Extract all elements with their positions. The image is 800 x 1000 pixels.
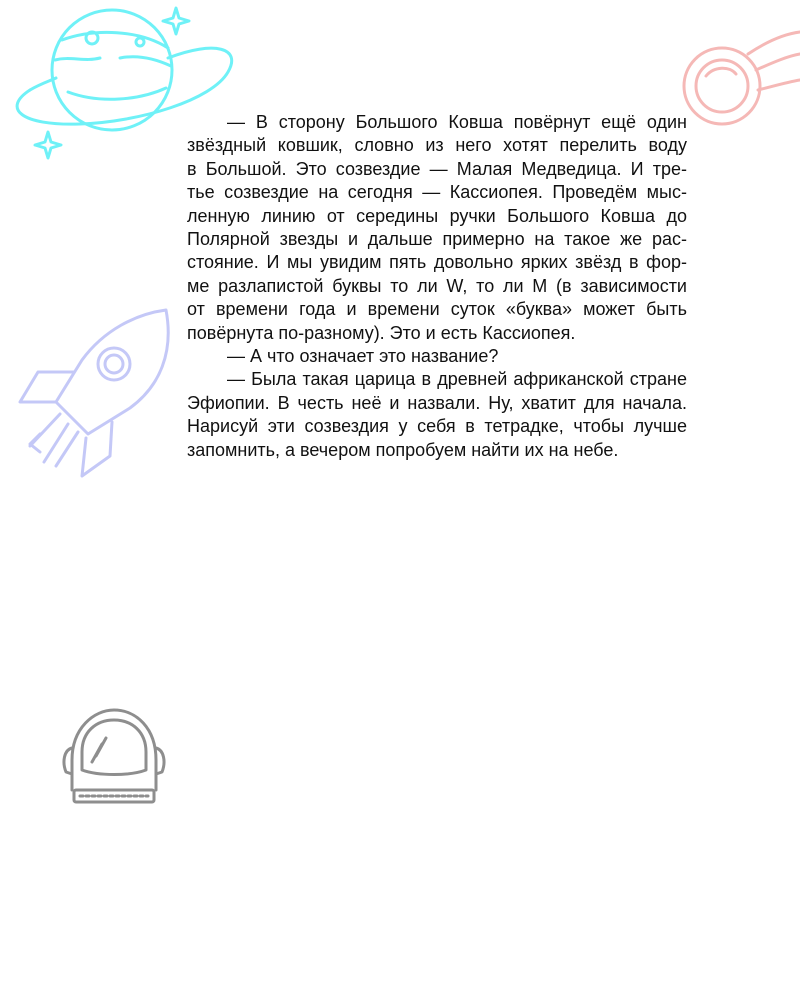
text-line: Полярной звезды и дальше примерно на такое же рас- [187,229,687,250]
astronaut-helmet-icon [56,700,172,816]
text-line: — Была такая царица в древней африканской стране [227,369,687,390]
story-text [187,111,687,462]
paragraph [187,368,687,462]
text-line: стояние. И мы увидим пять довольно ярких звёзд в фор- [187,252,687,273]
comet-icon [676,24,800,134]
text-line: от времени года и времени суток «буква» может быть [187,299,687,320]
text-line: Нарисуй эти созвездия у себя в тетрадке, чтобы лучше [187,416,687,437]
text-line: Эфиопии. В честь неё и назвали. Ну, хватит для начала. [187,392,687,413]
text-line: — А что означает это название? [227,346,499,367]
paragraph [187,345,687,368]
text-line: тье созвездие на сегодня — Кассиопея. Проведём мыс- [187,182,687,203]
text-line: в Большой. Это созвездие — Малая Медведица. И тре- [187,158,687,179]
text-line: запомнить, а вечером попробуем найти их на небе. [187,439,619,460]
paragraph [187,111,687,345]
text-line: ме разлапистой буквы то ли W, то ли M (в зависимости [187,275,687,296]
text-line: — В сторону Большого Ковша повёрнут ещё один [227,112,687,132]
text-line: звёздный ковшик, словно из него хотят перелить воду [187,135,687,156]
text-line: повёрнута по-разному). Это и есть Кассиопея. [187,322,576,343]
text-line: ленную линию от середины ручки Большого Ковша до [187,205,687,226]
rocket-icon [16,306,176,486]
